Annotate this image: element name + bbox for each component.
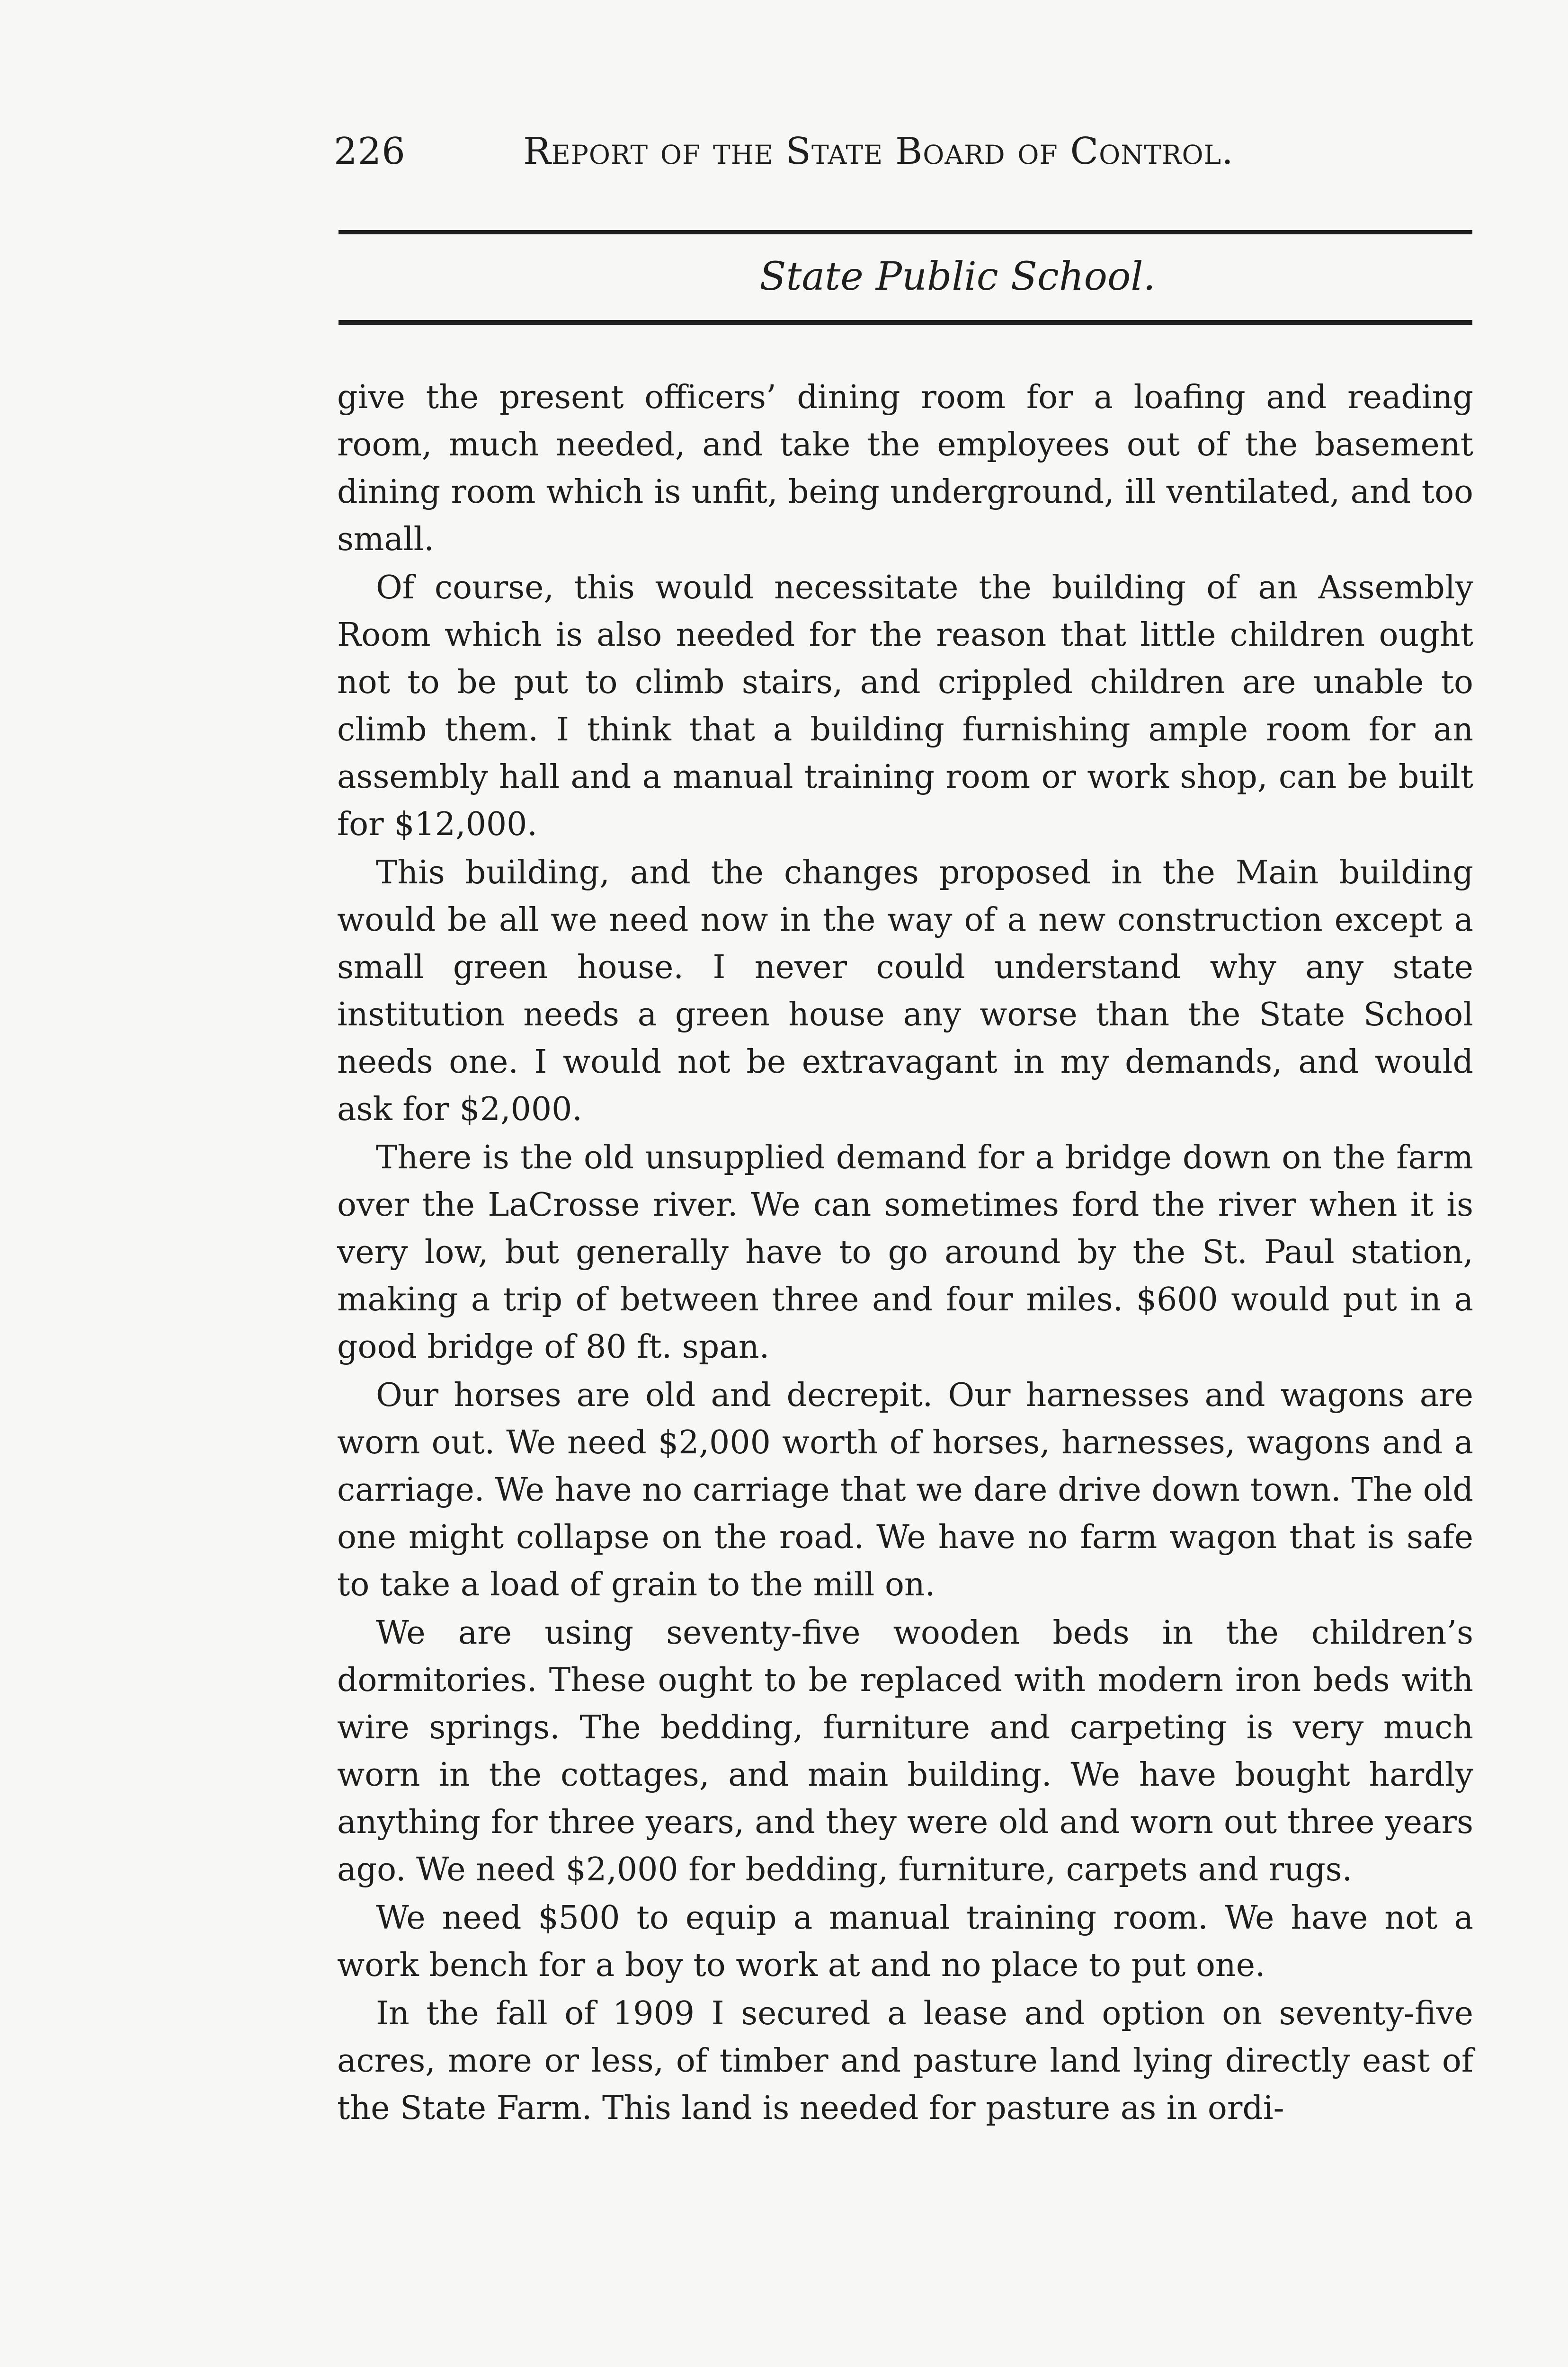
header-rule-top [339,230,1472,234]
paragraph-horses-wagons: Our horses are old and decrepit. Our harnesses and wagons are worn out. We need $2,000 worth of horses, harnesses, wagons and a carriage. We have no carriage that we dare drive down town. The old one might collapse on the road. We have no farm wagon that is safe to take a load of grain to the mill on. [337,1377,1473,1603]
section-title: State Public School. [759,254,1156,299]
page-header [334,125,1479,178]
paragraph-bridge: There is the old unsupplied demand for a bridge down on the farm over the LaCrosse river. We can sometimes ford the river when it is very low, but generally have to go around by the St. Paul station, making a trip of between three and four miles. $600 would put in a good bridge of 80 ft. span. [337,1139,1473,1366]
paragraph-land-lease: In the fall of 1909 I secured a lease and option on seventy-five acres, more or less, of timber and pasture land lying directly east of the State Farm. This land is needed for pasture as in ordi- [337,1995,1473,2127]
paragraph-assembly-room: Of course, this would necessitate the building of an Assembly Room which is also needed for the reason that little children ought not to be put to climb stairs, and crippled children are unable to climb them. I think that a building furnishing ample room for an assembly hall and a manual training room or work shop, can be built for $12,000. [337,569,1473,843]
paragraph-green-house: This building, and the changes proposed in the Main building would be all we need now in the way of a new construction except a small green house. I never could understand why any state institution needs a green house any worse than the State School needs one. I would not be extravagant in my demands, and would ask for $2,000. [337,854,1473,1128]
paragraph-beds-furniture: We are using seventy-five wooden beds in the children’s dormitories. These ought to be replaced with modern iron beds with wire springs. The bedding, furniture and carpeting is very much worn in the cottages, and main building. We have bought hardly anything for three years, and they were old and worn out three years ago. We need $2,000 for bedding, furniture, carpets and rugs. [337,1614,1473,1888]
body-text [337,374,1473,2133]
running-title: Report of the State Board of Control. [523,130,1234,173]
paragraph-continued: give the present officers’ dining room for a loafing and reading room, much needed, and take the employees out of the basement dining room which is unfit, being underground, ill ventilated, and too small. [337,379,1473,558]
paragraph-manual-training: We need $500 to equip a manual training room. We have not a work bench for a boy to work at and no place to put one. [337,1899,1473,1984]
page-number: 226 [334,130,406,173]
header-rule-bottom [339,320,1472,325]
